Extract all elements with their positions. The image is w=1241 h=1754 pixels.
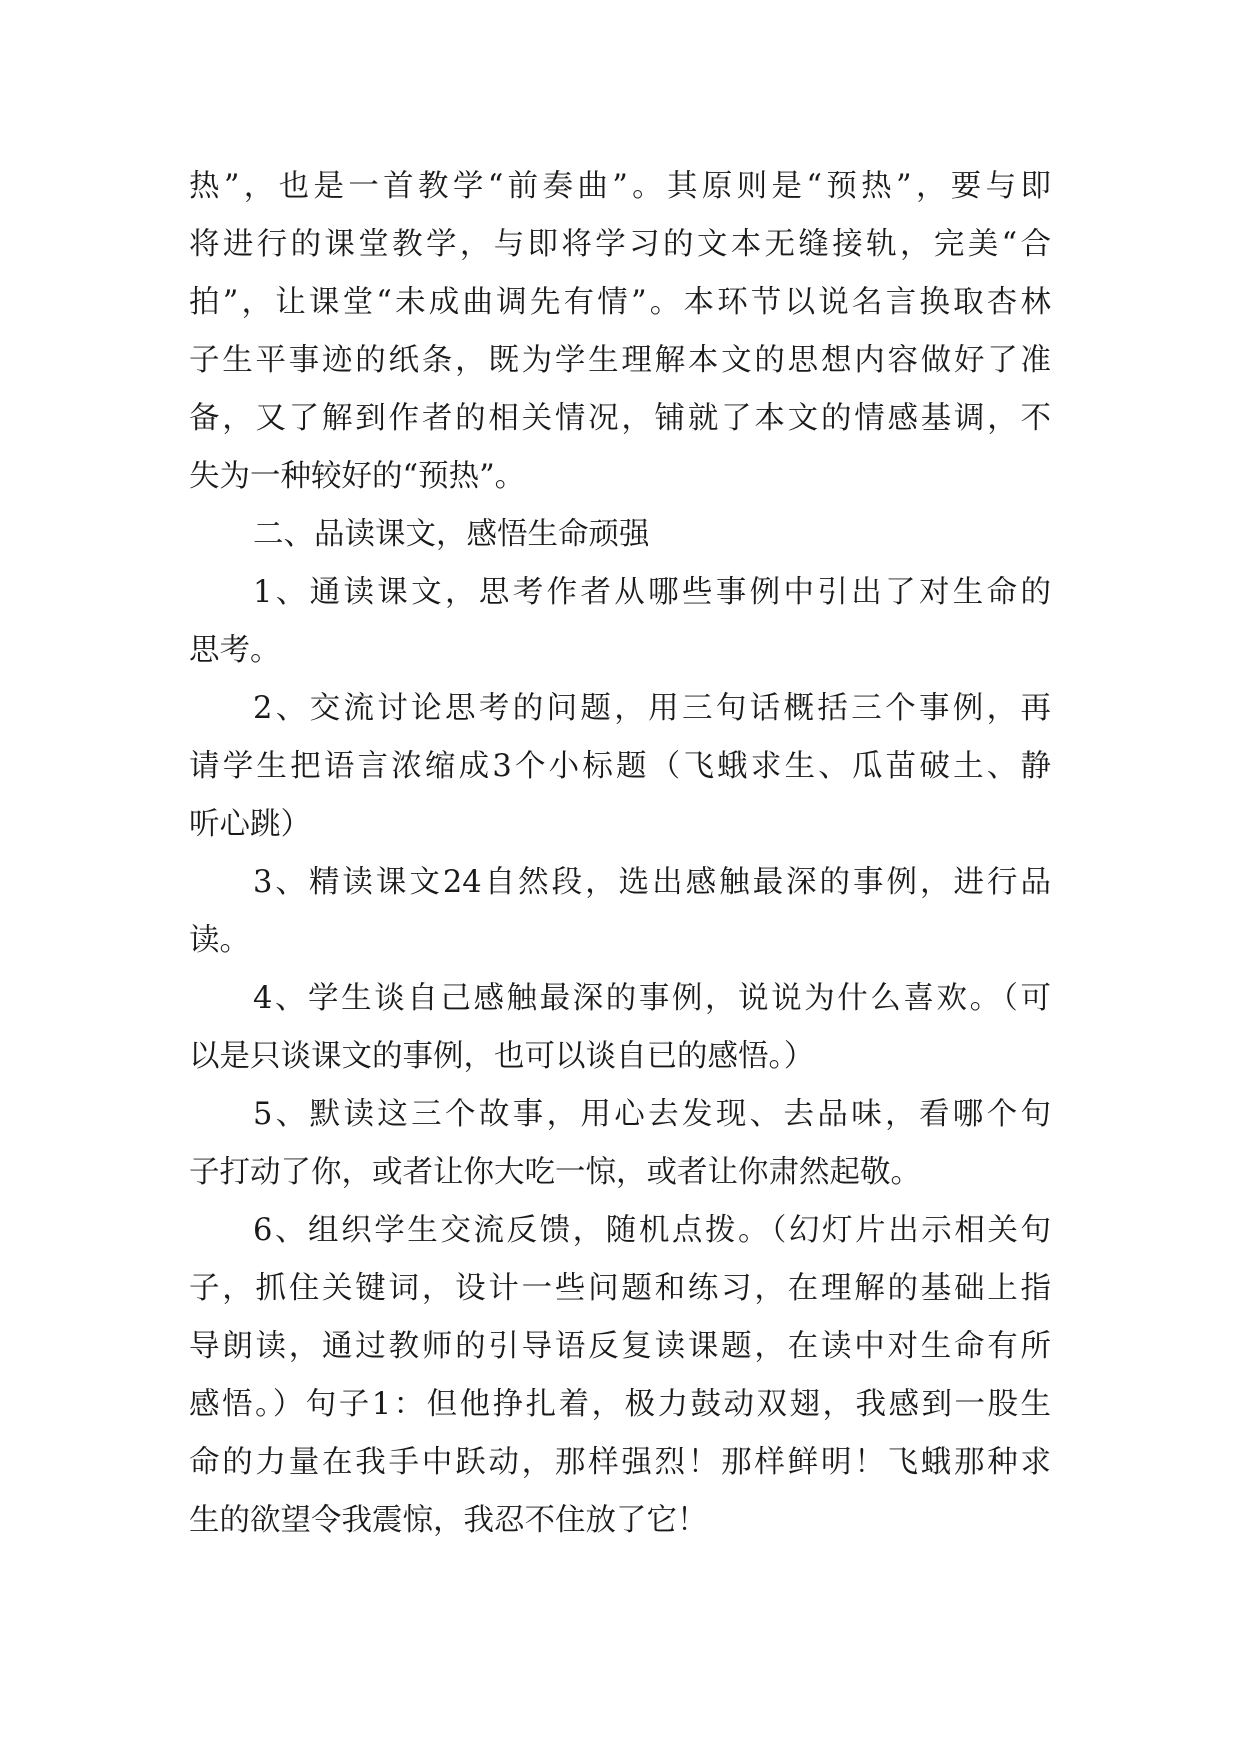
text-line: 将进行的课堂教学，与即将学习的文本无缝接轨，完美“合 (189, 227, 1051, 262)
text-line: 命的力量在我手中跃动，那样强烈！那样鲜明！飞蛾那种求 (189, 1445, 1051, 1480)
text-line: 子，抓住关键词，设计一些问题和练习，在理解的基础上指 (189, 1271, 1051, 1306)
text-line: 听心跳） (189, 807, 311, 842)
text-line: 子打动了你，或者让你大吃一惊，或者让你肃然起敬。 (189, 1155, 921, 1190)
list-item-line: 2、交流讨论思考的问题，用三句话概括三个事例，再 (253, 691, 1051, 726)
text-line: 读。 (189, 923, 250, 958)
text-line: 热”，也是一首教学“前奏曲”。其原则是“预热”，要与即 (189, 169, 1051, 204)
text-line: 感悟。）句子1：但他挣扎着，极力鼓动双翅，我感到一股生 (189, 1387, 1051, 1422)
list-item-line: 3、精读课文24自然段，选出感触最深的事例，进行品 (253, 865, 1051, 900)
list-item-line: 6、组织学生交流反馈，随机点拨。（幻灯片出示相关句 (253, 1213, 1051, 1248)
list-item-line: 5、默读这三个故事，用心去发现、去品味，看哪个句 (253, 1097, 1051, 1132)
text-line: 失为一种较好的“预热”。 (189, 459, 526, 494)
document-body (189, 158, 1051, 1550)
text-line: 导朗读，通过教师的引导语反复读课题，在读中对生命有所 (189, 1329, 1051, 1364)
list-item-line: 1、通读课文，思考作者从哪些事例中引出了对生命的 (253, 575, 1051, 610)
text-line: 拍”，让课堂“未成曲调先有情”。本环节以说名言换取杏林 (189, 285, 1051, 320)
text-line: 备，又了解到作者的相关情况，铺就了本文的情感基调，不 (189, 401, 1051, 436)
section-heading: 二、品读课文，感悟生命顽强 (253, 517, 650, 552)
list-item-line: 4、学生谈自己感触最深的事例，说说为什么喜欢。（可 (253, 981, 1051, 1016)
text-line: 请学生把语言浓缩成3个小标题（飞蛾求生、瓜苗破土、静 (189, 749, 1051, 784)
text-line: 以是只谈课文的事例，也可以谈自已的感悟。） (189, 1039, 815, 1074)
text-line: 生的欲望令我震惊，我忍不住放了它！ (189, 1503, 708, 1538)
text-line: 子生平事迹的纸条，既为学生理解本文的思想内容做好了准 (189, 343, 1051, 378)
text-line: 思考。 (189, 633, 281, 668)
